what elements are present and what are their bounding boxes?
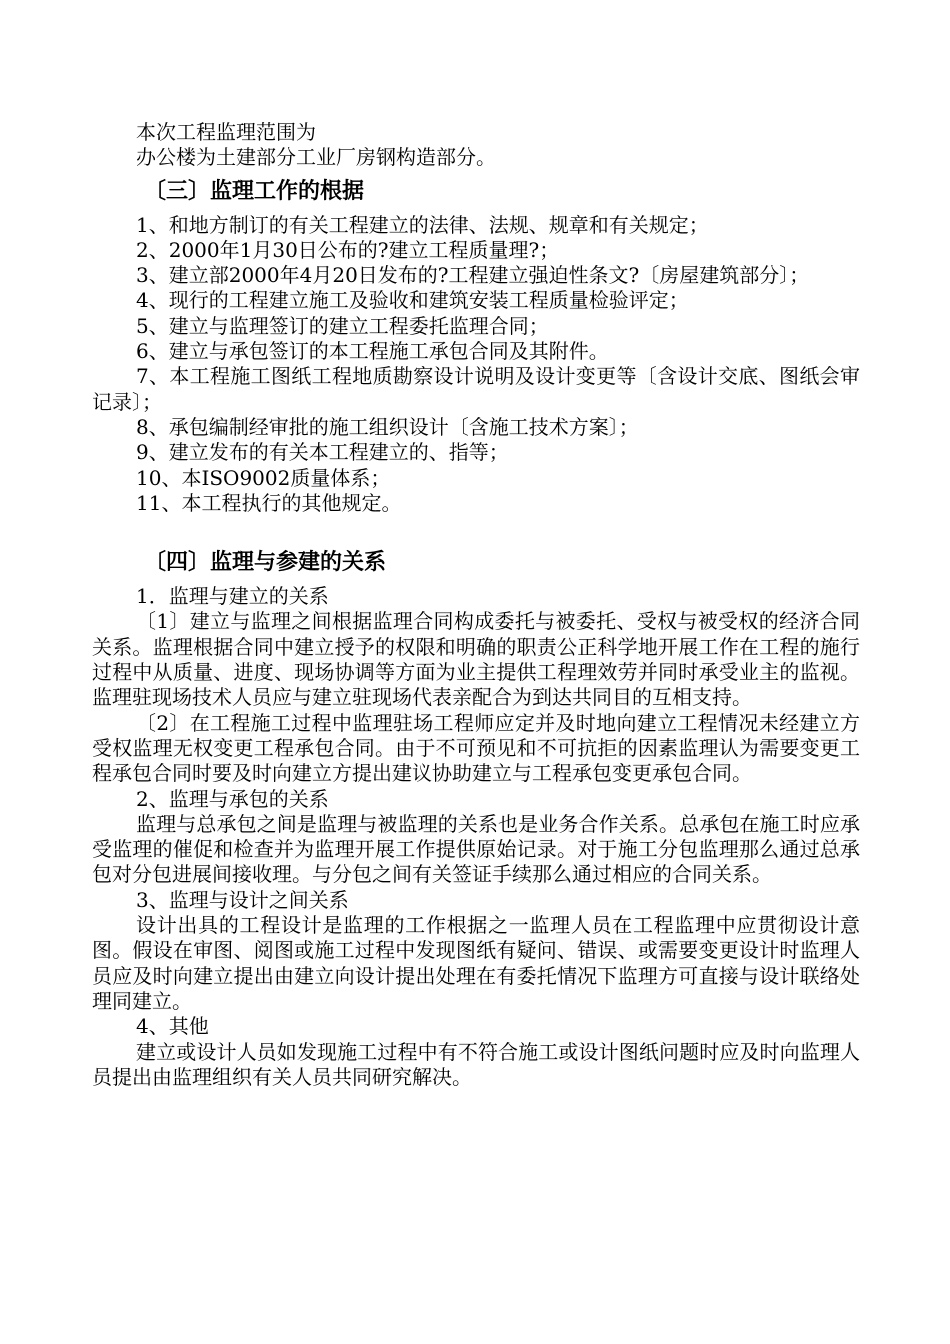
document-page [92,120,860,1090]
section-4-heading: 〔四〕监理与参建的关系 [144,550,387,576]
relation-3-para: 设计出具的工程设计是监理的工作根据之一监理人员在工程监理中应贯彻设计意图。假设在审图、阅图或施工过程中发现图纸有疑问、错误、或需要变更设计时监理人员应及时向建立提出由建立向设计提出处理在有委托情况下监理方可直接与设计联络处理同建立。 [92,913,860,1013]
relation-2-title: 2、监理与承包的关系 [136,786,329,811]
basis-item-3: 3、建立部2000年4月20日发布的?工程建立强迫性条文?〔房屋建筑部分〕； [136,263,810,288]
scope-line-2: 办公楼为土建部分工业厂房钢构造部分。 [136,145,496,170]
basis-item-10: 10、本ISO9002质量体系； [136,465,391,490]
relation-2-para: 监理与总承包之间是监理与被监理的关系也是业务合作关系。总承包在施工时应承受监理的催促和检查并为监理开展工作提供原始记录。对于施工分包监理那么通过总承包对分包进展间接收理。与分包之间有关签证手续那么通过相应的合同关系。 [92,811,860,887]
basis-item-7: 7、本工程施工图纸工程地质勘察设计说明及设计变更等〔含设计交底、图纸会审记录〕； [92,364,860,414]
basis-item-11: 11、本工程执行的其他规定。 [136,490,402,515]
basis-item-1: 1、和地方制订的有关工程建立的法律、法规、规章和有关规定； [136,212,709,237]
relation-1-para-1: 〔1〕建立与监理之间根据监理合同构成委托与被委托、受权与被受权的经济合同关系。监理根据合同中建立授予的权限和明确的职责公正科学地开展工作在工程的施行过程中从质量、进度、现场协调等方面为业主提供工程理效劳并同时承受业主的监视。监理驻现场技术人员应与建立驻现场代表亲配合为到达共同目的互相支持。 [92,609,860,710]
relation-1-title: 1．监理与建立的关系 [136,584,329,609]
basis-item-5: 5、建立与监理签订的建立工程委托监理合同； [136,313,549,338]
basis-item-2: 2、2000年1月30日公布的?建立工程质量理?； [136,237,560,262]
relation-4-title: 4、其他 [136,1014,209,1039]
basis-item-6: 6、建立与承包签订的本工程施工承包合同及其附件。 [136,339,609,364]
basis-item-9: 9、建立发布的有关本工程建立的、指等； [136,440,509,465]
relation-4-para: 建立或设计人员如发现施工过程中有不符合施工或设计图纸问题时应及时向监理人员提出由监理组织有关人员共同研究解决。 [92,1039,860,1089]
relation-1-para-2: 〔2〕在工程施工过程中监理驻场工程师应定并及时地向建立工程情况未经建立方受权监理无权变更工程承包合同。由于不可预见和不可抗拒的因素监理认为需要变更工程承包合同时要及时向建立方提出建议协助建立与工程承包变更承包合同。 [92,710,860,786]
scope-line-1: 本次工程监理范围为 [136,120,316,144]
relation-3-title: 3、监理与设计之间关系 [136,887,349,912]
basis-item-4: 4、现行的工程建立施工及验收和建筑安装工程质量检验评定； [136,288,689,313]
section-3-heading: 〔三〕监理工作的根据 [144,178,365,204]
basis-item-8: 8、承包编制经审批的施工组织设计〔含施工技术方案〕； [136,414,639,439]
